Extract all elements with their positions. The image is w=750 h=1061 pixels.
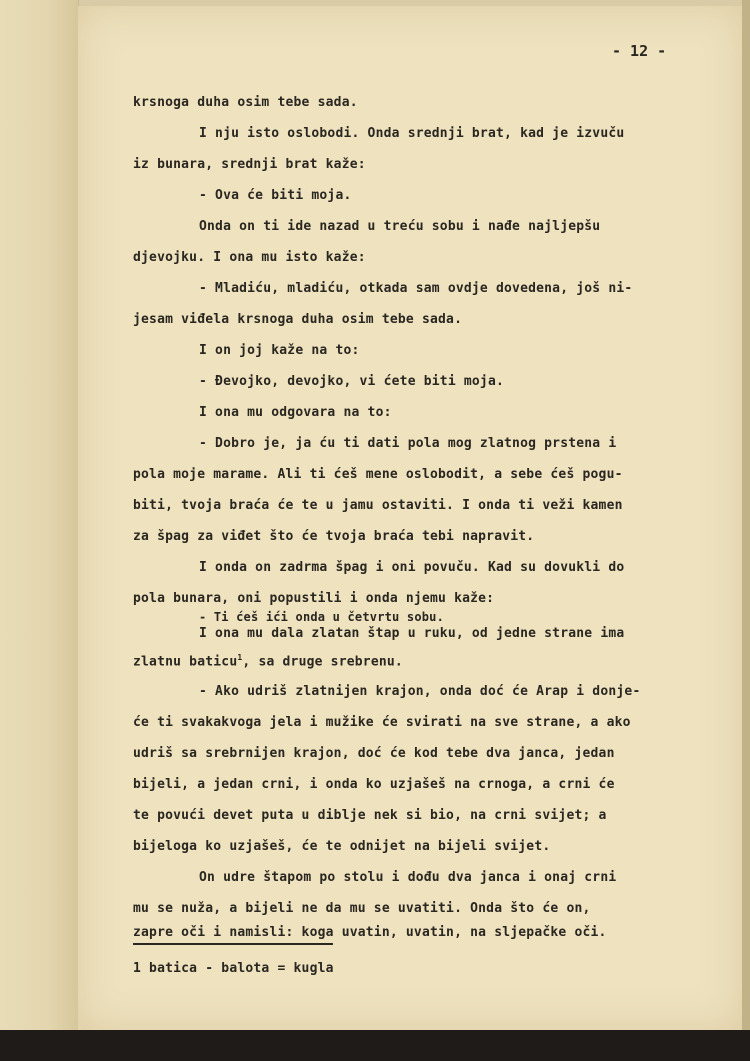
body-line: biti, tvoja braća će te u jamu ostaviti. I onda ti veži kamen [133, 498, 623, 513]
body-line: krsnoga duha osim tebe sada. [133, 95, 358, 110]
body-line: će ti svakakvoga jela i mužike će svirati na sve strane, a ako [133, 715, 631, 730]
body-line: - Mladiću, mladiću, otkada sam ovdje dovedena, još ni- [199, 281, 633, 296]
body-line: I on joj kaže na to: [199, 343, 360, 358]
body-line: - Ti ćeš ići onda u četvrtu sobu. [199, 610, 445, 624]
body-line: mu se nuža, a bijeli ne da mu se uvatiti. Onda što će on, [133, 901, 591, 916]
body-line: za špag za viđet što će tvoja braća tebi napravit. [133, 529, 535, 544]
body-line: - Ova će biti moja. [199, 188, 352, 203]
body-line: zapre oči i namisli: koga uvatin, uvatin, na sljepačke oči. [133, 925, 607, 940]
body-line: I nju isto oslobodi. Onda srednji brat, kad je izvuču [199, 126, 625, 141]
body-line: - Đevojko, devojko, vi ćete biti moja. [199, 374, 505, 389]
body-line: pola moje marame. Ali ti ćeš mene oslobodit, a sebe ćeš pogu- [133, 467, 623, 482]
scan-bottom-shadow [0, 1030, 750, 1061]
body-line: - Dobro je, ja ću ti dati pola mog zlatnog prstena i [199, 436, 617, 451]
body-line: - Ako udriš zlatnijen krajon, onda doć će Arap i donje- [199, 684, 641, 699]
body-line-end: , sa druge srebrenu. [242, 654, 403, 670]
body-line: te povući devet puta u diblje nek si bio, na crni svijet; a [133, 808, 607, 823]
footnote-text: 1 batica - balota = kugla [133, 961, 334, 976]
footnote-divider [133, 943, 333, 945]
body-line: iz bunara, srednji brat kaže: [133, 157, 366, 172]
body-line: On udre štapom po stolu i dođu dva janca i onaj crni [199, 870, 617, 885]
page-number: - 12 - [612, 42, 667, 60]
body-line-start: zlatnu baticu [133, 654, 238, 670]
body-line: jesam viđela krsnoga duha osim tebe sada. [133, 312, 463, 327]
body-line: Onda on ti ide nazad u treću sobu i nađe najljepšu [199, 219, 601, 234]
body-line: I ona mu odgovara na to: [199, 405, 392, 420]
body-line: djevojku. I ona mu isto kaže: [133, 250, 366, 265]
body-line: udriš sa srebrnijen krajon, doć će kod tebe dva janca, jedan [133, 746, 615, 761]
body-line: I ona mu dala zlatan štap u ruku, od jedne strane ima [199, 626, 625, 641]
body-line: bijeloga ko uzjašeš, će te odnijet na bijeli svijet. [133, 839, 551, 854]
footnote-marker: 1 [237, 653, 243, 662]
binding-strip [0, 0, 79, 1040]
body-line: I onda on zadrma špag i oni povuču. Kad su dovukli do [199, 560, 625, 575]
body-line: bijeli, a jedan crni, i onda ko uzjašeš na crnoga, a crni će [133, 777, 615, 792]
page-right-edge [742, 0, 750, 1040]
body-line: pola bunara, oni popustili i onda njemu kaže: [133, 591, 495, 606]
body-line-with-footnote [133, 653, 403, 669]
